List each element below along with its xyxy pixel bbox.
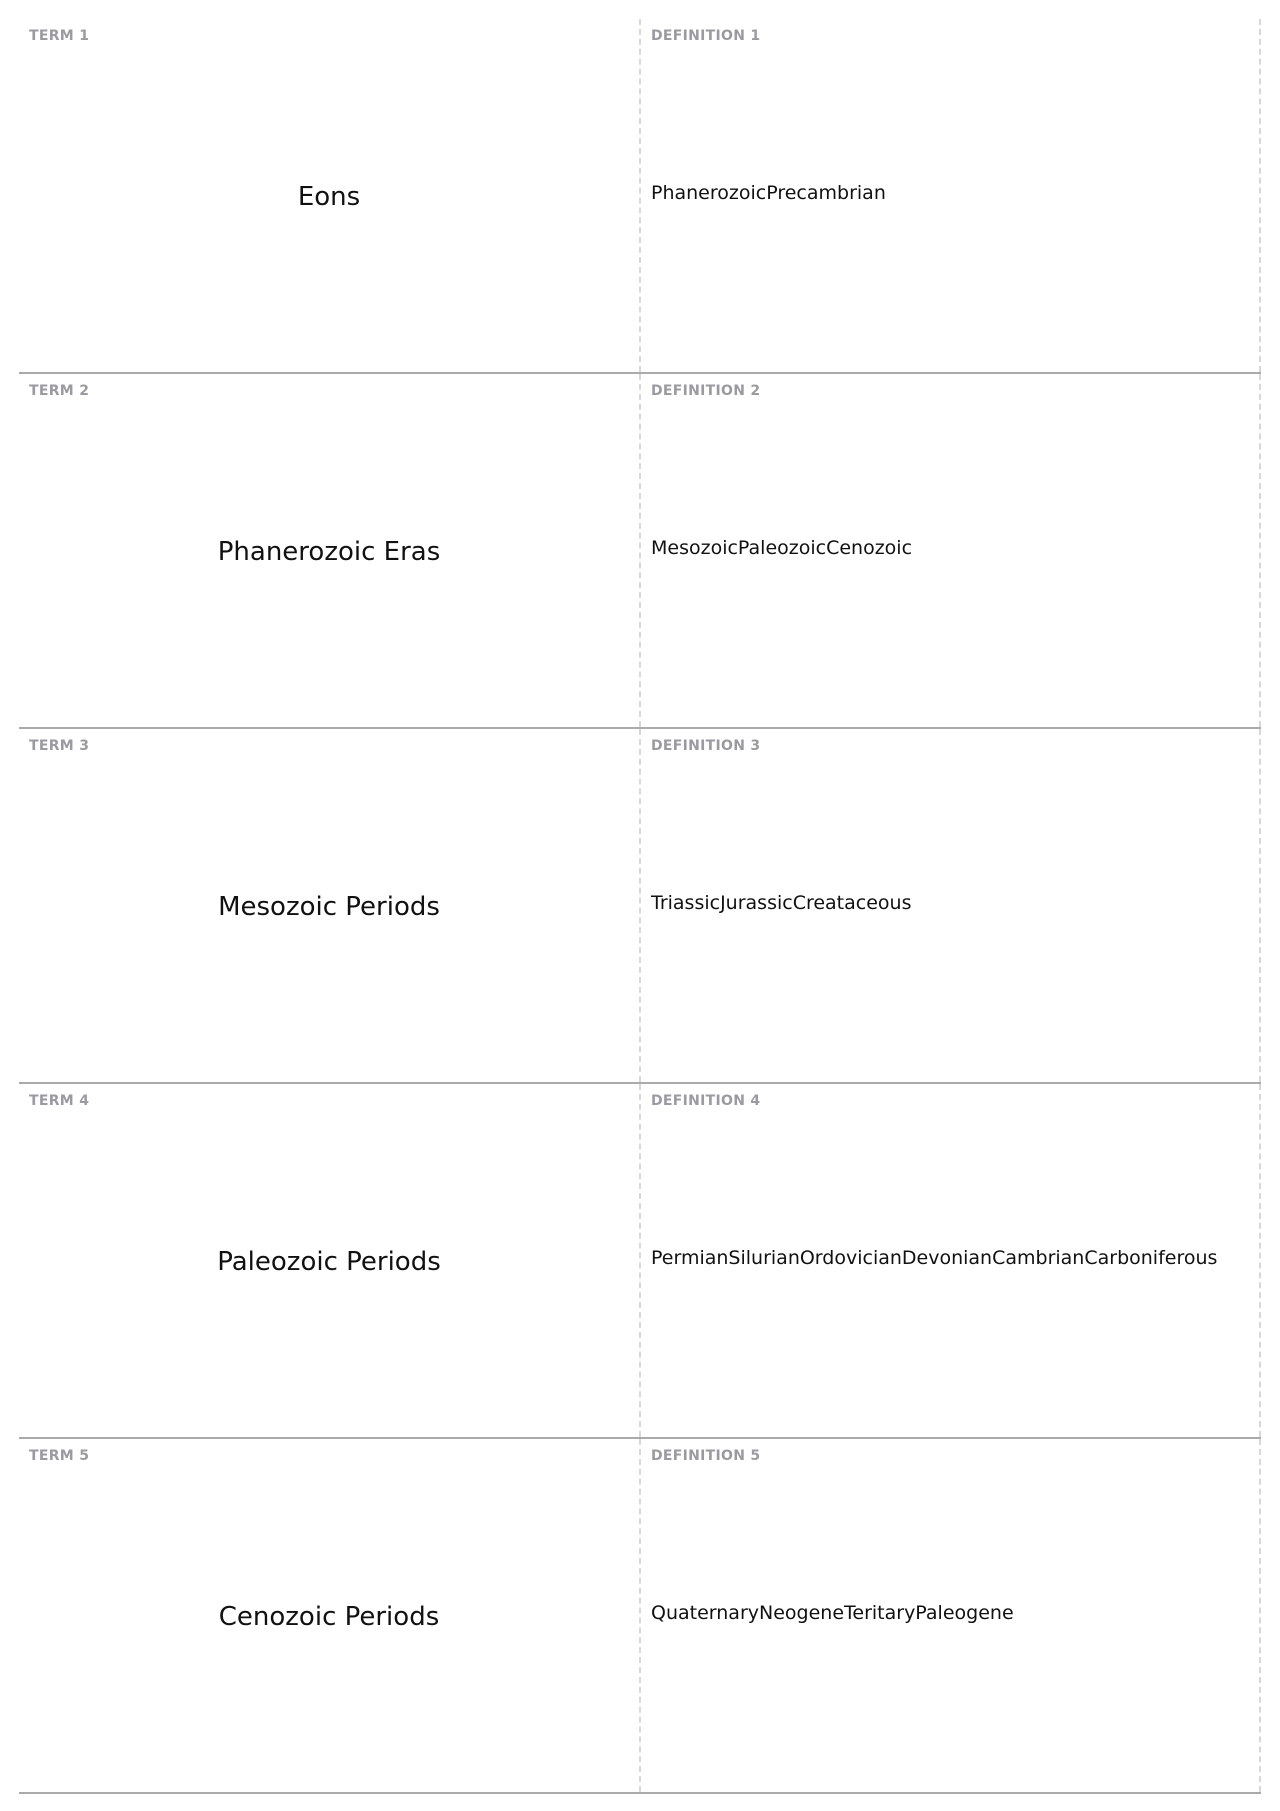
definition-text: MesozoicPaleozoicCenozoic — [651, 536, 913, 559]
definition-cell — [641, 1084, 1261, 1437]
flashcard-row — [19, 1084, 1261, 1439]
definition-label: DEFINITION 5 — [651, 1448, 761, 1464]
definition-cell — [641, 19, 1261, 372]
definition-label: DEFINITION 1 — [651, 28, 761, 44]
term-text: Cenozoic Periods — [218, 1601, 440, 1632]
definition-cell — [641, 374, 1261, 727]
definition-text: PhanerozoicPrecambrian — [651, 181, 886, 204]
term-label: TERM 3 — [29, 738, 90, 754]
definition-label: DEFINITION 2 — [651, 383, 761, 399]
flashcard-row — [19, 1439, 1261, 1794]
term-label: TERM 4 — [29, 1093, 90, 1109]
term-text: Eons — [297, 181, 361, 212]
definition-label: DEFINITION 4 — [651, 1093, 761, 1109]
term-cell — [19, 729, 641, 1082]
definition-text: TriassicJurassicCreataceous — [651, 891, 912, 914]
term-text: Paleozoic Periods — [217, 1246, 441, 1277]
term-cell — [19, 1084, 641, 1437]
definition-cell — [641, 1439, 1261, 1792]
definition-text: QuaternaryNeogeneTeritaryPaleogene — [651, 1601, 1014, 1624]
definition-label: DEFINITION 3 — [651, 738, 761, 754]
term-cell — [19, 19, 641, 372]
flashcard-row — [19, 729, 1261, 1084]
term-label: TERM 1 — [29, 28, 90, 44]
term-cell — [19, 374, 641, 727]
term-text: Phanerozoic Eras — [217, 536, 441, 567]
definition-text: PermianSilurianOrdovicianDevonianCambrianCarboniferous — [651, 1246, 1218, 1269]
term-label: TERM 5 — [29, 1448, 90, 1464]
term-text: Mesozoic Periods — [218, 891, 440, 922]
term-cell — [19, 1439, 641, 1792]
flashcard-row — [19, 374, 1261, 729]
term-label: TERM 2 — [29, 383, 90, 399]
flashcard-sheet — [19, 19, 1261, 1794]
definition-cell — [641, 729, 1261, 1082]
flashcard-row — [19, 19, 1261, 374]
